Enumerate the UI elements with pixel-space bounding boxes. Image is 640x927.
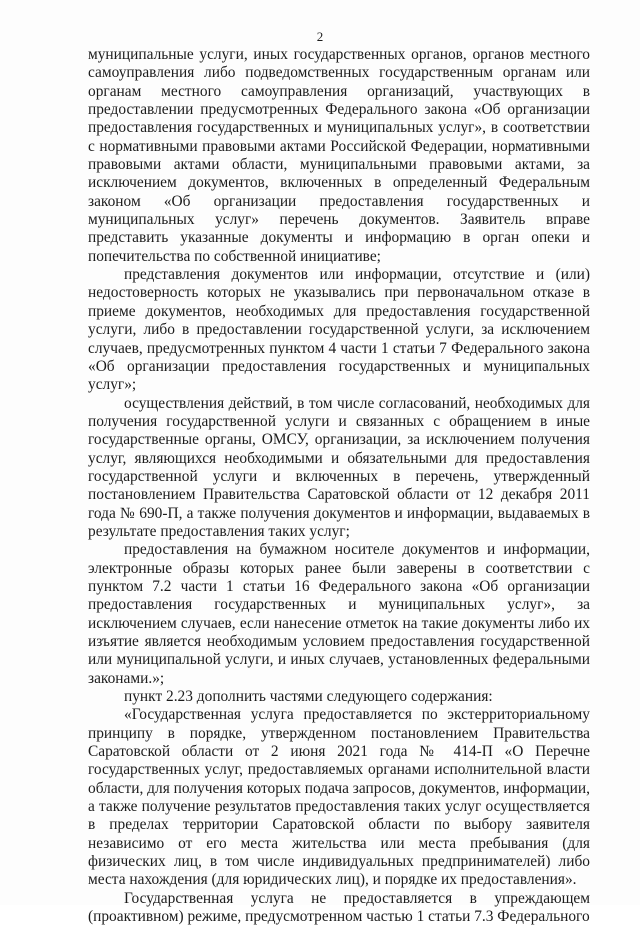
paragraph: пункт 2.23 дополнить частями следующего содержания: bbox=[124, 688, 493, 706]
page-number: 2 bbox=[316, 29, 324, 44]
paragraph: «Государственная услуга предоставляется по экстерриториальному принципу в порядке, утвержденном постановлением Правительства Саратовской области от 2 июня 2021 года № 414-П «О Перечне государственных услуг, предоставляемых органами исполнительной власти области, для получения которых подача запросов, документов, информации, а также получение результатов предоставления таких услуг осуществляется в пределах территории Саратовской области по выбору заявителя независимо от его места жительства или места пребывания (для физических лиц, в том числе индивидуальных предпринимателей) либо места нахождения (для юридических лиц), и порядке их предоставления». bbox=[88, 706, 590, 889]
paragraph: представления документов или информации, отсутствие и (или) недостоверность которых не указывались при первоначальном отказе в приеме документов, необходимых для предоставления государственной услуги, либо в предоставлении государственной услуги, за исключением случаев, предусмотренных пунктом 4 части 1 статьи 7 Федерального закона «Об организации предоставления государственных и муниципальных услуг»; bbox=[88, 266, 590, 394]
paragraph: муниципальные услуги, иных государственных органов, органов местного самоуправления либо подведомственных государственным органам или органам местного самоуправления организаций, участвующих в предоставлении предусмотренных Федерального закона «Об организации предоставления государственных и муниципальных услуг», в соответствии с нормативными правовыми актами Российской Федерации, нормативными правовыми актами области, муниципальными правовыми актами, за исключением документов, включенных в определенный Федеральным законом «Об организации предоставления государственных и муниципальных услуг» перечень документов. Заявитель вправе представить указанные документы и информацию в орган опеки и попечительства по собственной инициативе; bbox=[88, 46, 590, 265]
document-body bbox=[88, 46, 590, 927]
paragraph: предоставления на бумажном носителе документов и информации, электронные образы которых ранее были заверены в соответствии с пунктом 7.2 части 1 статьи 16 Федерального закона «Об организации предоставления государственных и муниципальных услуг», за исключением случаев, если нанесение отметок на такие документы либо их изъятие является необходимым условием предоставления государственной или муниципальной услуги, и иных случаев, установленных федеральными законами.»; bbox=[88, 541, 590, 687]
paragraph: осуществления действий, в том числе согласований, необходимых для получения государственной услуги и связанных с обращением в иные государственные органы, ОМСУ, организации, за исключением получения услуг, являющихся необходимыми и обязательными для предоставления государственной услуги и включенных в перечень, утвержденный постановлением Правительства Саратовской области от 12 декабря 2011 года № 690-П, а также получения документов и информации, выдаваемых в результате предоставления таких услуг; bbox=[88, 394, 590, 540]
paragraph: Государственная услуга не предоставляется в упреждающем (проактивном) режиме, предусмотренном частью 1 статьи 7.3 Федерального bbox=[88, 889, 590, 926]
